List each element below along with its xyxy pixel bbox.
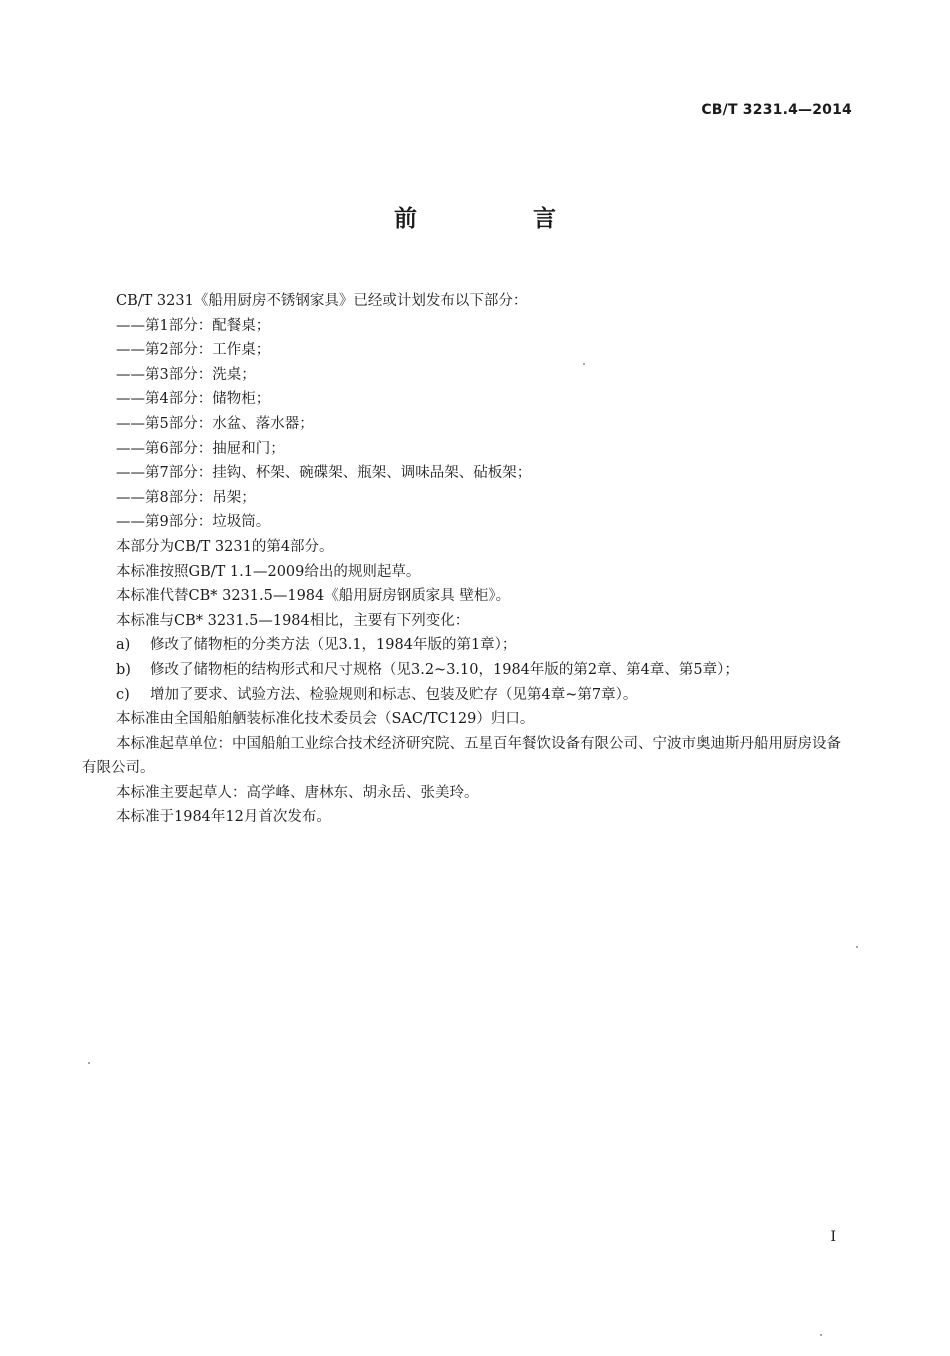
change-item-label: c) xyxy=(116,686,130,703)
drafting-units-statement: 本标准起草单位：中国船舶工业综合技术经济研究院、五星百年餐饮设备有限公司、宁波市奥迪斯丹船用厨房设备有限公司。 xyxy=(82,735,841,777)
page-title: 前 言 xyxy=(393,206,610,232)
change-item-label: b) xyxy=(116,661,131,678)
scan-speck xyxy=(88,1062,90,1064)
intro-paragraph: CB/T 3231《船用厨房不锈钢家具》已经或计划发布以下部分： xyxy=(116,293,528,309)
part-list-item: ——第3部分：洗桌； xyxy=(116,366,256,383)
scan-speck xyxy=(820,1334,822,1336)
part-list-item: ——第2部分：工作桌； xyxy=(116,342,271,359)
page-number: I xyxy=(830,1229,836,1245)
change-item-text: 修改了储物柜的分类方法（见3.1，1984年版的第1章）； xyxy=(150,637,517,654)
part-list-item: ——第5部分：水盆、落水器； xyxy=(116,415,314,432)
first-issue-statement: 本标准于1984年12月首次发布。 xyxy=(116,809,331,826)
part-list-item: ——第9部分：垃圾筒。 xyxy=(116,514,271,531)
scan-speck xyxy=(583,363,585,365)
part-list-item: ——第7部分：挂钩、杯架、碗碟架、瓶架、调味品架、砧板架； xyxy=(116,465,532,482)
change-item-label: a) xyxy=(116,637,131,654)
change-item-text: 修改了储物柜的结构形式和尺寸规格（见3.2~3.10，1984年版的第2章、第4章、第5章）； xyxy=(150,661,739,678)
part-list-item: ——第4部分：储物柜； xyxy=(116,391,271,408)
change-item xyxy=(82,683,854,708)
part-list-item: ——第8部分：吊架； xyxy=(116,489,256,506)
change-item xyxy=(82,633,854,658)
changes-intro: 本标准与CB* 3231.5—1984相比，主要有下列变化： xyxy=(116,612,470,629)
part-statement: 本部分为CB/T 3231的第4部分。 xyxy=(116,538,334,555)
standard-code: CB/T 3231.4—2014 xyxy=(701,102,852,118)
part-list-item: ——第6部分：抽屉和门； xyxy=(116,440,285,457)
scan-speck xyxy=(856,946,858,948)
part-list-item: ——第1部分：配餐桌； xyxy=(116,317,271,334)
change-item-text: 增加了要求、试验方法、检验规则和标志、包装及贮存（见第4章~第7章）。 xyxy=(150,686,638,703)
drafting-rules-statement: 本标准按照GB/T 1.1—2009给出的规则起草。 xyxy=(116,563,421,580)
committee-statement: 本标准由全国船舶舾装标准化技术委员会（SAC/TC129）归口。 xyxy=(116,711,535,728)
foreword-body xyxy=(82,289,854,830)
change-item xyxy=(82,658,854,683)
replaces-statement: 本标准代替CB* 3231.5—1984《船用厨房钢质家具 壁柜》。 xyxy=(116,588,511,605)
drafters-statement: 本标准主要起草人：高学峰、唐林东、胡永岳、张美玲。 xyxy=(116,784,479,801)
